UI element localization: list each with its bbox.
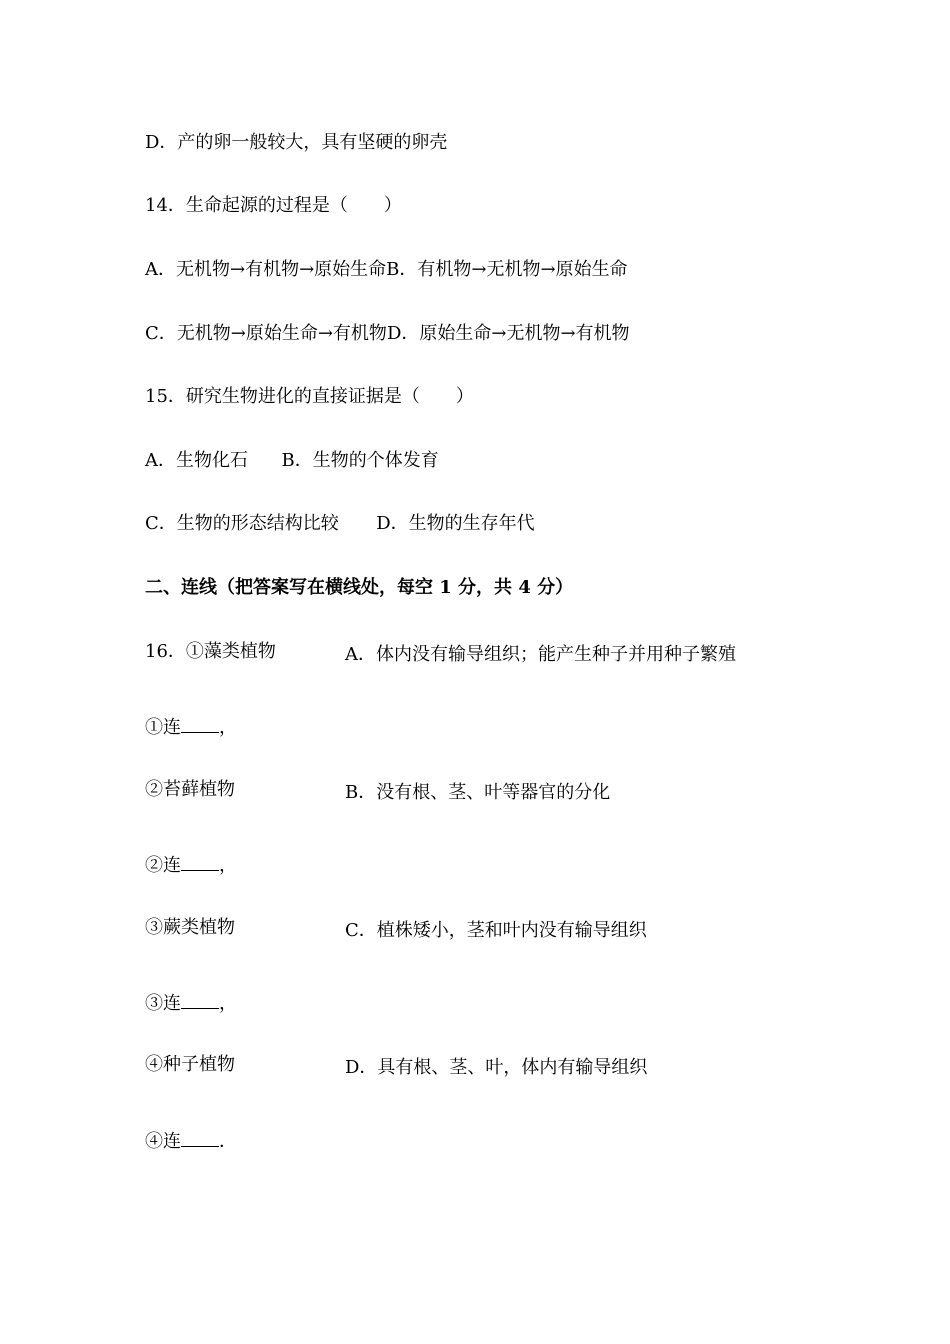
q14-option-d: D．原始生命→无机物→有机物 (386, 323, 630, 344)
q16-right-4: D．具有根、茎、叶，体内有输导组织 (345, 1057, 648, 1078)
q13-option-d: D．产的卵一般较大，具有坚硬的卵壳 (145, 132, 448, 153)
q16-right-3: C．植株矮小，茎和叶内没有输导组织 (345, 920, 647, 941)
q16-right-2: B．没有根、茎、叶等器官的分化 (345, 782, 611, 803)
q16-answer-4 (145, 1128, 237, 1154)
q16-answer-1 (145, 714, 237, 740)
q14-option-c: C．无机物→原始生命→有机物 (145, 323, 387, 344)
answer-suffix: ， (219, 717, 237, 738)
q16-answer-3 (145, 990, 237, 1016)
answer-suffix: ． (219, 1131, 237, 1152)
q14-option-b: B．有机物→无机物→原始生命 (386, 259, 628, 280)
section-2-heading: 二、连线（把答案写在横线处，每空 1 分，共 4 分） (145, 577, 574, 598)
q15-option-c: C．生物的形态结构比较 (145, 513, 339, 534)
answer-blank-2[interactable] (181, 852, 219, 871)
answer-suffix: ， (219, 855, 237, 876)
q15-option-a: A．生物化石 (145, 450, 248, 471)
answer-prefix: ①连 (145, 717, 181, 738)
answer-prefix: ④连 (145, 1131, 181, 1152)
q14-stem: 14．生命起源的过程是（ ） (145, 195, 402, 216)
q16-answer-2 (145, 852, 237, 878)
q16-left-3: ③蕨类植物 (145, 917, 235, 938)
q16-right-1: A．体内没有输导组织；能产生种子并用种子繁殖 (345, 644, 736, 665)
answer-blank-3[interactable] (181, 990, 219, 1009)
q14-options-ab (145, 258, 628, 282)
answer-prefix: ②连 (145, 855, 181, 876)
answer-blank-4[interactable] (181, 1128, 219, 1147)
q16-row-1 (145, 640, 276, 664)
q14-options-cd (145, 322, 630, 346)
q16-left-2: ②苔藓植物 (145, 779, 235, 800)
q15-options-cd (145, 512, 535, 536)
q15-stem: 15．研究生物进化的直接证据是（ ） (145, 386, 474, 407)
q14-option-a: A．无机物→有机物→原始生命 (145, 259, 387, 280)
q16-left-1: ①藻类植物 (185, 641, 276, 662)
q15-option-d: D．生物的生存年代 (376, 513, 535, 534)
answer-blank-1[interactable] (181, 714, 219, 733)
q16-left-4: ④种子植物 (145, 1054, 235, 1075)
answer-suffix: ， (219, 993, 237, 1014)
q15-option-b: B．生物的个体发育 (281, 450, 439, 471)
answer-prefix: ③连 (145, 993, 181, 1014)
q16-number: 16． (145, 641, 186, 662)
q15-options-ab (145, 449, 439, 473)
